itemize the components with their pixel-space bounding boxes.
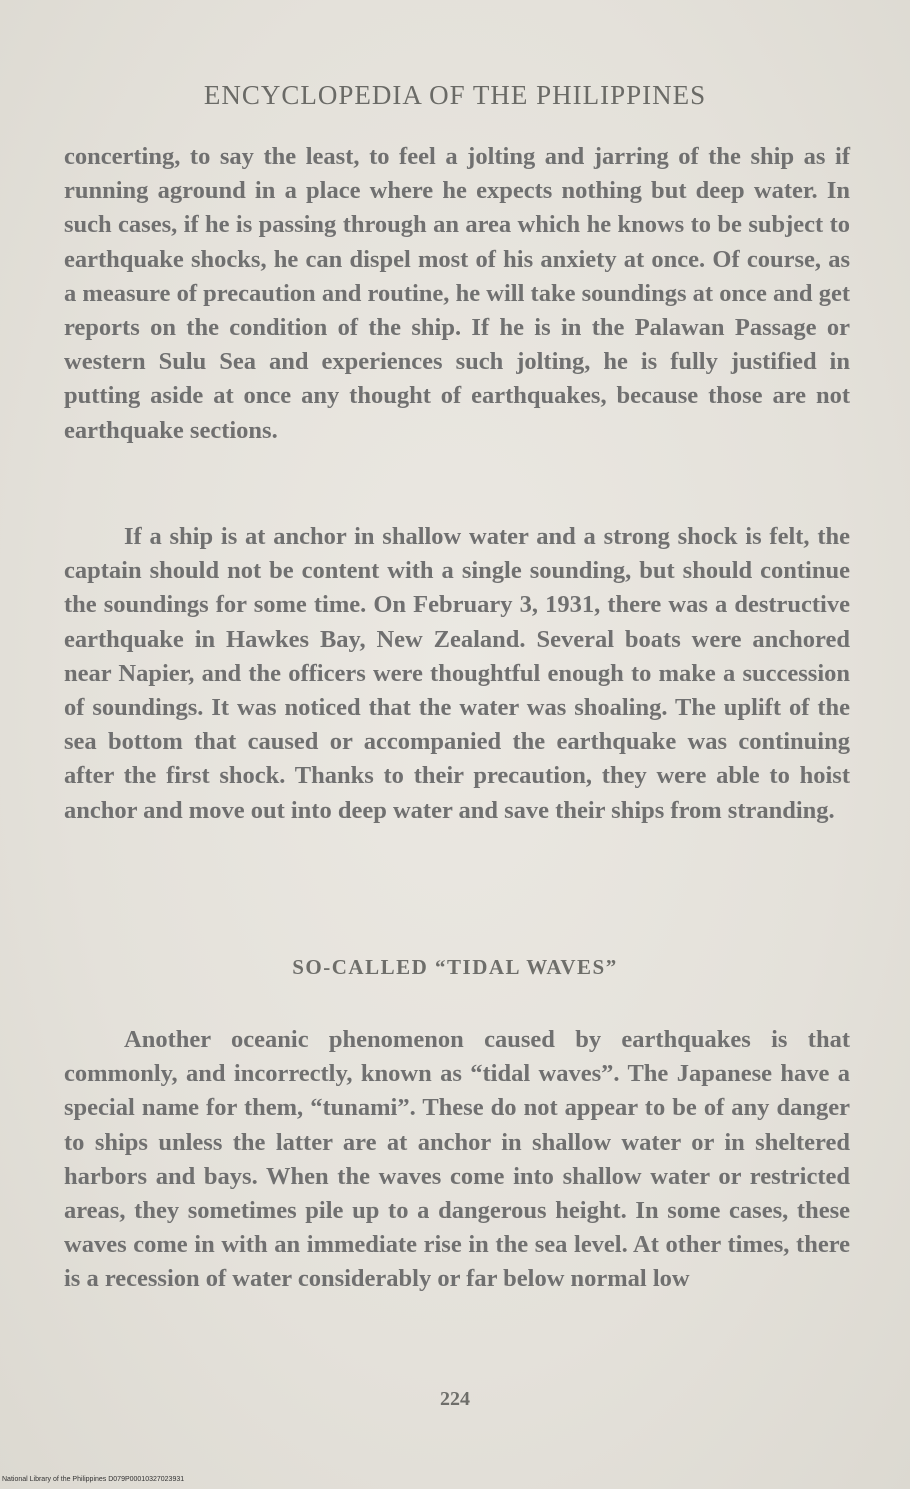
page-number: 224 — [440, 1388, 470, 1410]
paragraph-2 — [64, 520, 850, 828]
running-title: ENCYCLOPEDIA OF THE PHILIPPINES — [203, 80, 707, 110]
paragraph-1 — [64, 140, 850, 448]
paragraph-1-text: concerting, to say the least, to feel a jolting and jarring of the ship as if running aground in a place where he expects nothing but deep water. In such cases, if he is passing through an area which he knows to be subject to earthquake shocks, he can dispel most of his anxiety at once. Of course, as a measure of precaution and routine, he will take soundings at once and get reports on the condition of the ship. If he is in the Palawan Passage or western Sulu Sea and experiences such jolting, he is fully justified in putting aside at once any thought of earthquakes, because those are not earthquake sections. — [64, 143, 850, 444]
paragraph-2-text: If a ship is at anchor in shallow water and a strong shock is felt, the captain should not be content with a single sounding, but should continue the soundings for some time. On February 3, 1931, there was a destructive earthquake in Hawkes Bay, New Zealand. Several boats were anchored near Napier, and the officers were thoughtful enough to make a succession of soundings. It was noticed that the water was shoaling. The uplift of the sea bottom that caused or accompanied the earthquake was continuing after the first shock. Thanks to their precaution, they were able to hoist anchor and move out into deep water and save their ships from stranding. — [64, 523, 850, 824]
section-heading: SO-CALLED “TIDAL WAVES” — [292, 955, 618, 979]
paragraph-3 — [64, 1023, 850, 1297]
library-credit: National Library of the Philippines D079P00010327023931 — [2, 1476, 185, 1483]
paragraph-3-text: Another oceanic phenomenon caused by earthquakes is that commonly, and incorrectly, known as “tidal waves”. The Japanese have a special name for them, “tunami”. These do not appear to be of any danger to ships unless the latter are at anchor in shallow water or in sheltered harbors and bays. When the waves come into shallow water or restricted areas, they sometimes pile up to a dangerous height. In some cases, these waves come in with an immediate rise in the sea level. At other times, there is a recession of water considerably or far below normal low — [64, 1026, 850, 1293]
